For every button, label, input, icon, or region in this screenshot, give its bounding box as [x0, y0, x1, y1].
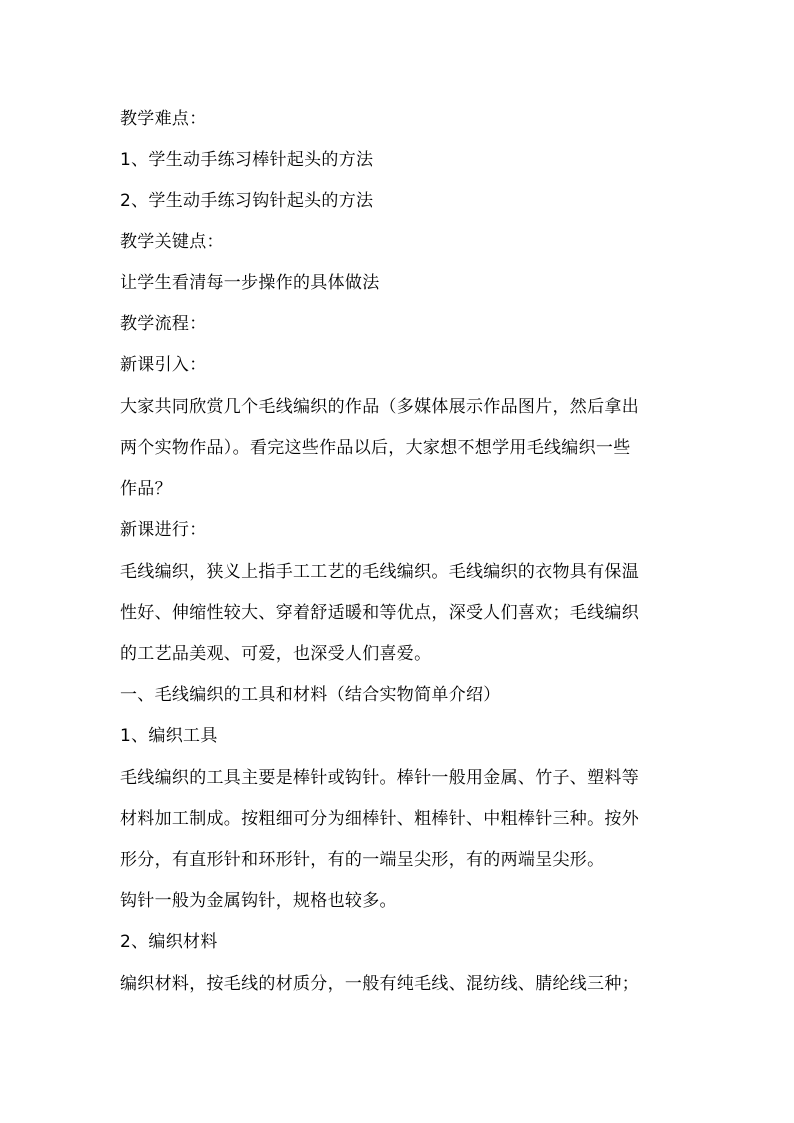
paragraph-materials-line-1: 编织材料，按毛线的材质分，一般有纯毛线、混纺线、腈纶线三种；	[120, 974, 639, 994]
heading-knitting-tools: 1、编织工具	[120, 726, 218, 746]
paragraph-intro-line-1: 大家共同欣赏几个毛线编织的作品（多媒体展示作品图片，然后拿出	[120, 397, 639, 417]
heading-lesson-progress: 新课进行：	[120, 520, 207, 540]
heading-key-points: 教学关键点：	[120, 232, 224, 252]
heading-knitting-materials: 2、编织材料	[120, 932, 218, 952]
paragraph-knitting-line-2: 性好、伸缩性较大、穿着舒适暖和等优点，深受人们喜欢；毛线编织	[120, 603, 639, 623]
paragraph-knitting-line-1: 毛线编织，狭义上指手工工艺的毛线编织。毛线编织的衣物具有保温	[120, 562, 639, 582]
paragraph-tools-line-2: 材料加工制成。按粗细可分为细棒针、粗棒针、中粗棒针三种。按外	[120, 809, 639, 829]
heading-teaching-process: 教学流程：	[120, 314, 207, 334]
paragraph-tools-line-1: 毛线编织的工具主要是棒针或钩针。棒针一般用金属、竹子、塑料等	[120, 768, 639, 788]
paragraph-crochet-hook: 钩针一般为金属钩针，规格也较多。	[120, 891, 397, 911]
paragraph-key-point: 让学生看清每一步操作的具体做法	[120, 273, 380, 293]
paragraph-tools-line-3: 形分，有直形针和环形针，有的一端呈尖形，有的两端呈尖形。	[120, 850, 605, 870]
paragraph-intro-line-2: 两个实物作品）。看完这些作品以后，大家想不想学用毛线编织一些	[120, 438, 631, 458]
list-item-difficulty-2: 2、学生动手练习钩针起头的方法	[120, 191, 374, 211]
paragraph-intro-line-3: 作品？	[120, 479, 172, 499]
heading-section-tools-materials: 一、毛线编织的工具和材料（结合实物简单介绍）	[120, 685, 501, 705]
list-item-difficulty-1: 1、学生动手练习棒针起头的方法	[120, 150, 374, 170]
heading-lesson-intro: 新课引入：	[120, 355, 207, 375]
paragraph-knitting-line-3: 的工艺品美观、可爱，也深受人们喜爱。	[120, 644, 432, 664]
heading-teaching-difficulties: 教学难点：	[120, 109, 207, 129]
